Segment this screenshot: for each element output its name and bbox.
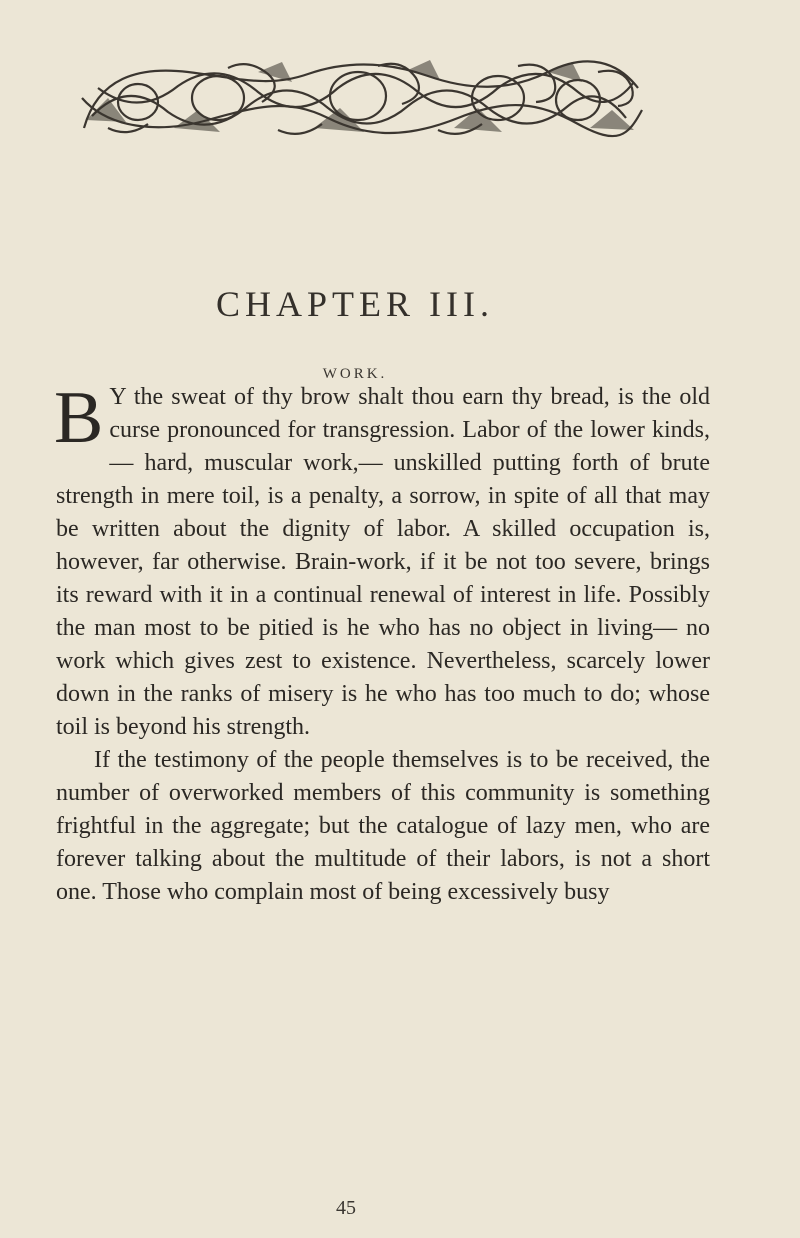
second-paragraph: If the testimony of the people themselves is to be received, the number of overworked members of this community is something frightful in the aggregate; but the catalogue of lazy men, who are forever talking about the multitude of their labors, is not a short one. Those who complain most of being excessively busy [56, 747, 710, 905]
chapter-subtitle: WORK. [322, 366, 388, 382]
body-text [54, 377, 710, 909]
drop-cap-initial: B [54, 377, 104, 459]
chapter-title: CHAPTER III. [216, 284, 494, 324]
page-number: 45 [336, 1197, 356, 1219]
first-paragraph-text: Y the sweat of thy brow shalt thou earn thy bread, is the old curse pronounced for transgression. Labor of the lower kinds,— hard, muscular work,— unskilled putting forth of brute strength in mere toil, is a penalty, a sorrow, in spite of all that may be written about the dignity of labor. A skilled occupation is, however, far otherwise. Brain-work, if it be not too severe, brings its reward with it in a continual renewal of interest in life. Possibly the man most to be pitied is he who has no object in living— no work which gives zest to existence. Nevertheless, scarcely lower down in the ranks of misery is he who has too much to do; whose toil is beyond his strength. [56, 384, 710, 740]
first-paragraph [54, 377, 710, 744]
celtic-knotwork-headpiece-icon [78, 58, 646, 140]
